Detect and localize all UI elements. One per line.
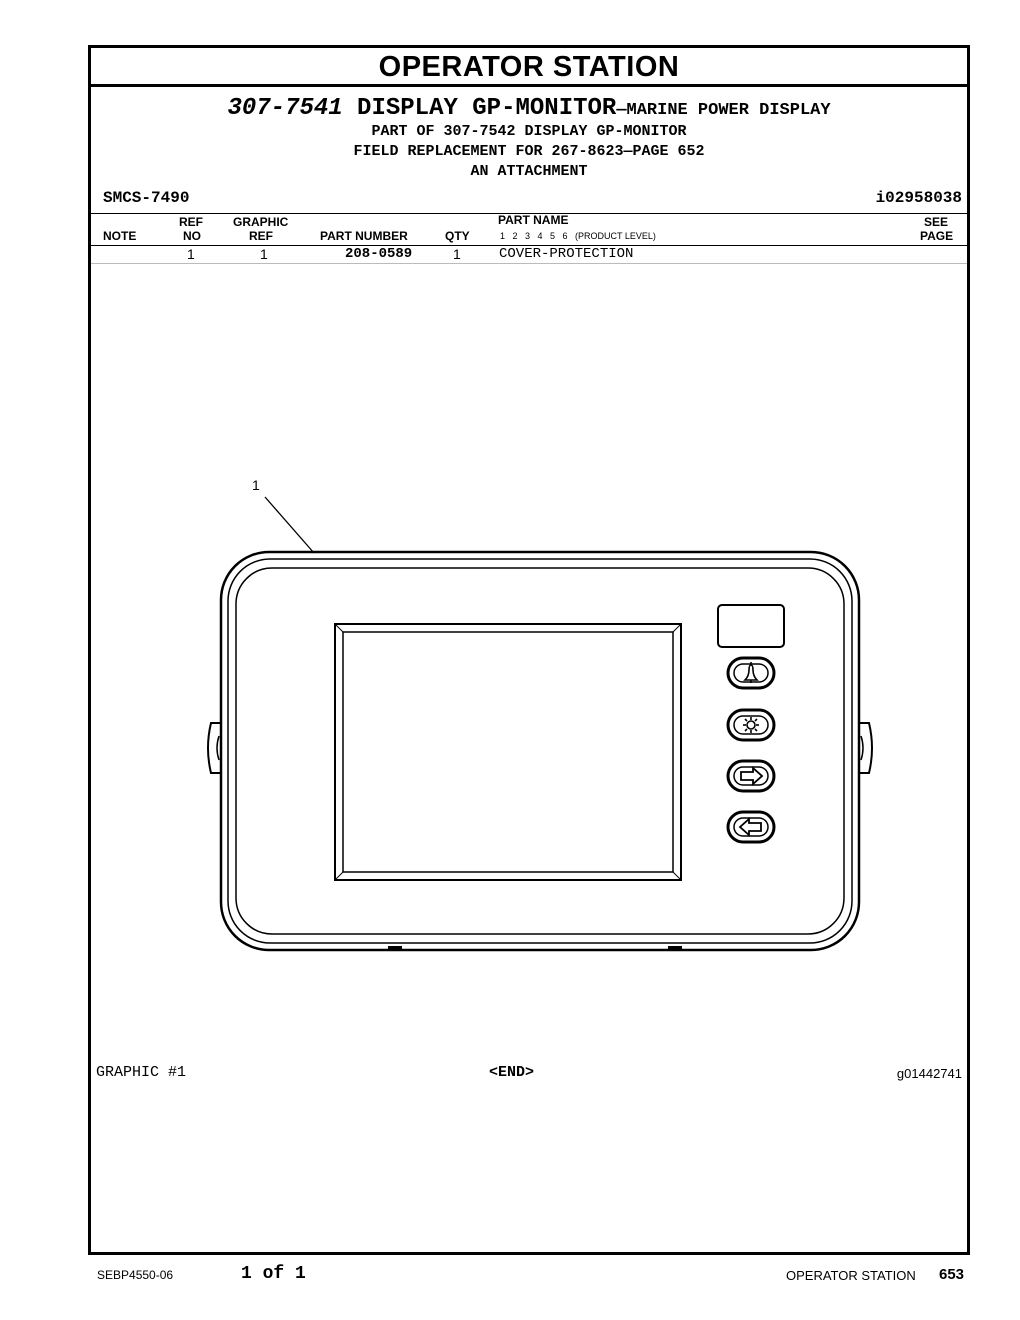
header-part-number: PART NUMBER [320, 229, 408, 243]
end-marker: <END> [489, 1064, 535, 1081]
group-title: DISPLAY GP-MONITOR [342, 95, 617, 122]
header-see-top: SEE [924, 215, 949, 229]
table-row [91, 245, 967, 264]
settings-button [728, 710, 774, 740]
section-title: OPERATOR STATION [91, 48, 967, 87]
screen [343, 632, 673, 872]
screen-bezel [335, 624, 681, 880]
callout-number: 1 [252, 477, 260, 493]
header-product-levels: 1 2 3 4 5 6 (PRODUCT LEVEL) [500, 231, 656, 241]
graphic-id: g01442741 [896, 1066, 962, 1081]
header-note: NOTE [103, 229, 137, 243]
header-see-bottom: PAGE [920, 229, 954, 243]
next-button [728, 761, 774, 791]
document-id: i02958038 [875, 189, 962, 207]
page-number: 653 [939, 1266, 965, 1283]
page-count: 1 of 1 [241, 1264, 306, 1284]
group-subtitle: —MARINE POWER DISPLAY [616, 101, 831, 120]
indicator-window [718, 605, 784, 647]
smcs-code: SMCS-7490 [103, 189, 190, 207]
row-qty: 1 [453, 246, 461, 262]
page-frame [88, 45, 970, 1255]
row-part-number: 208-0589 [345, 246, 413, 262]
header-part-name: PART NAME [498, 213, 569, 227]
callout-leader [265, 497, 314, 553]
gear-icon [743, 717, 759, 733]
heading-line-part-of: PART OF 307-7542 DISPLAY GP-MONITOR [371, 123, 687, 140]
display-graphic [91, 468, 967, 988]
back-button [728, 812, 774, 842]
graphic-label: GRAPHIC #1 [96, 1064, 187, 1081]
arrow-right-icon [741, 768, 762, 784]
bell-icon [745, 662, 757, 683]
header-ref-bottom: NO [183, 229, 201, 243]
row-part-name: COVER-PROTECTION [499, 246, 634, 262]
heading-line-replacement: FIELD REPLACEMENT FOR 267-8623—PAGE 652 [353, 143, 705, 160]
display-housing [221, 552, 859, 950]
arrow-left-icon [740, 819, 761, 835]
heading-line-attachment: AN ATTACHMENT [470, 163, 588, 180]
header-graphic-top: GRAPHIC [233, 215, 289, 229]
right-mount-tab [859, 723, 872, 773]
row-graphic-ref: 1 [260, 246, 268, 262]
header-qty: QTY [445, 229, 470, 243]
header-ref-top: REF [179, 215, 203, 229]
row-ref-no: 1 [187, 246, 195, 262]
table-header [91, 213, 967, 246]
group-heading [91, 95, 967, 122]
left-mount-tab [208, 723, 221, 773]
header-graphic-bottom: REF [249, 229, 273, 243]
group-part-number: 307-7541 [227, 95, 343, 122]
doc-number: SEBP4550-06 [97, 1268, 174, 1282]
footer-section: OPERATOR STATION [786, 1268, 916, 1283]
